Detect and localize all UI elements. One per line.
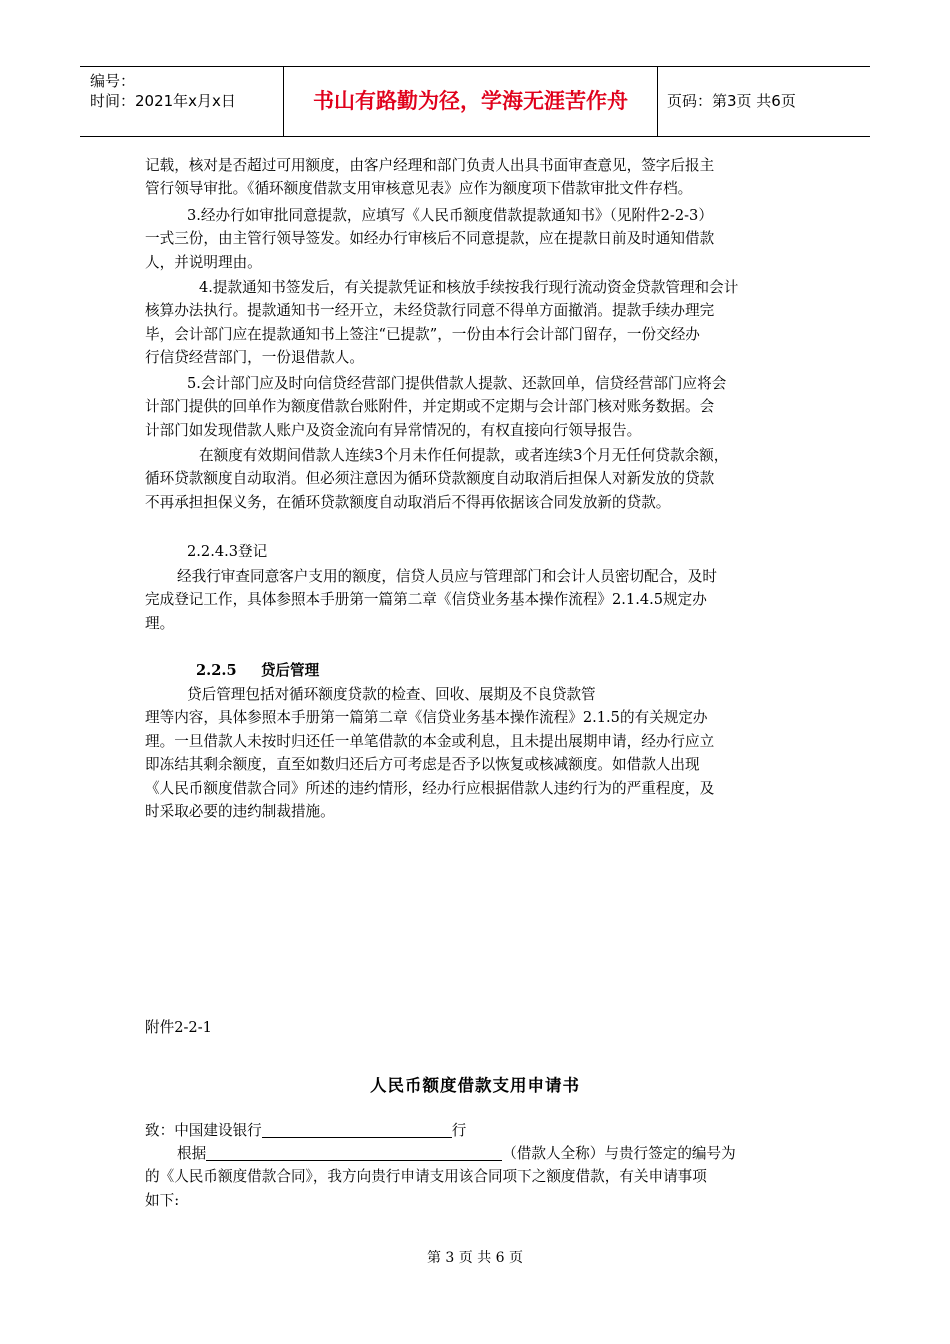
paragraph-auto-cancel (145, 444, 813, 514)
paragraph-registration (145, 565, 813, 635)
bank-branch-blank[interactable] (262, 1121, 452, 1138)
text-line: 《人民币额度借款合同》所述的违约情形，经办行应根据借款人违约行为的严重程度，及 (145, 779, 715, 797)
text-line: 计部门如发现借款人账户及资金流向有异常情况的，有权直接向行领导报告。 (145, 421, 642, 439)
header-page-label: 页码：第3页 共6页 (667, 92, 796, 110)
text-line (145, 1142, 813, 1165)
header-meta (90, 71, 280, 111)
section-heading-2243: 2.2.4.3登记 (187, 543, 268, 560)
section-heading-225 (196, 660, 319, 682)
header-motto: 书山有路勤为径，学海无涯苦作舟 (313, 89, 628, 113)
borrower-name-blank[interactable] (206, 1144, 502, 1161)
text-line: 记载，核对是否超过可用额度，由客户经理和部门负责人出具书面审查意见，签字后报主 (145, 157, 715, 174)
text-line: 的《人民币额度借款合同》，我方向贵行申请支用该合同项下之额度借款，有关申请事项 (145, 1168, 707, 1186)
section-title: 贷后管理 (260, 662, 320, 679)
text-line: 如下: (145, 1191, 180, 1209)
text-line: 管行领导审批。《循环额度借款支用审核意见表》应作为额度项下借款审批文件存档。 (145, 180, 693, 198)
form-title: 人民币额度借款支用申请书 (370, 1076, 580, 1095)
paragraph-item-4 (145, 276, 813, 370)
text-line: 计部门提供的回单作为额度借款台账附件，并定期或不定期与会计部门核对账务数据。会 (145, 398, 715, 416)
paragraph-item-5 (145, 372, 813, 442)
header-divider (657, 67, 658, 136)
text-line: 毕，会计部门应在提款通知书上签注“已提款”，一份由本行会计部门留存，一份交经办 (145, 325, 700, 343)
page-header (80, 66, 870, 137)
paragraph-item-3 (145, 204, 813, 274)
text-line: 完成登记工作，具体参照本手册第一篇第二章《信贷业务基本操作流程》2.1.4.5规定办 (145, 591, 707, 609)
header-code-label: 编号： (90, 72, 136, 90)
form-basis-prefix: 根据 (177, 1145, 207, 1162)
text-line: 一式三份，由主管行领导签发。如经办行审核后不同意提款，应在提款日前及时通知借款 (145, 230, 715, 248)
paragraph-post-loan (145, 683, 813, 823)
text-line (145, 1119, 813, 1142)
text-line: 不再承担担保义务，在循环贷款额度自动取消后不得再依据该合同发放新的贷款。 (145, 493, 671, 511)
form-basis-suffix: （借款人全称）与贵行签定的编号为 (502, 1145, 736, 1162)
text-line: 经我行审查同意客户支用的额度，信贷人员应与管理部门和会计人员密切配合，及时 (177, 568, 717, 585)
text-line: 5.会计部门应及时向信贷经营部门提供借款人提款、还款回单，信贷经营部门应将会 (187, 375, 727, 392)
text-line: 时采取必要的违约制裁措施。 (145, 802, 335, 820)
text-line: 3.经办行如审批同意提款，应填写《人民币额度借款提款通知书》（见附件2-2-3） (187, 207, 713, 224)
text-line: 理。一旦借款人未按时归还任一单笔借款的本金或利息，且未提出展期申请，经办行应立 (145, 732, 715, 750)
paragraph-review (145, 154, 813, 201)
text-line: 核算办法执行。提款通知书一经开立，未经贷款行同意不得单方面撤消。提款手续办理完 (145, 302, 715, 320)
page-footer: 第 3 页 共 6 页 (426, 1250, 524, 1266)
text-line: 即冻结其剩余额度，直至如数归还后方可考虑是否予以恢复或核减额度。如借款人出现 (145, 756, 700, 774)
text-line: 理。 (145, 614, 175, 632)
form-to-prefix: 致：中国建设银行 (145, 1122, 262, 1139)
text-line: 贷后管理包括对循环额度贷款的检查、回收、展期及不良贷款管 (187, 686, 596, 703)
section-number: 2.2.5 (196, 662, 237, 679)
form-to-line (145, 1119, 813, 1142)
text-line: 人，并说明理由。 (145, 253, 262, 271)
text-line: 4.提款通知书签发后，有关提款凭证和核放手续按我行现行流动资金贷款管理和会计 (199, 279, 739, 296)
header-time-label: 时间：2021年x月x日 (90, 92, 236, 110)
text-line: 行信贷经营部门，一份退借款人。 (145, 349, 364, 367)
text-line: 在额度有效期间借款人连续3个月未作任何提款，或者连续3个月无任何贷款余额， (199, 447, 729, 464)
form-basis-paragraph (145, 1142, 813, 1212)
form-to-suffix: 行 (451, 1122, 467, 1139)
attachment-label: 附件2-2-1 (145, 1019, 212, 1036)
text-line: 循环贷款额度自动取消。但必须注意因为循环贷款额度自动取消后担保人对新发放的贷款 (145, 470, 715, 488)
text-line: 理等内容，具体参照本手册第一篇第二章《信贷业务基本操作流程》2.1.5的有关规定办 (145, 709, 708, 727)
